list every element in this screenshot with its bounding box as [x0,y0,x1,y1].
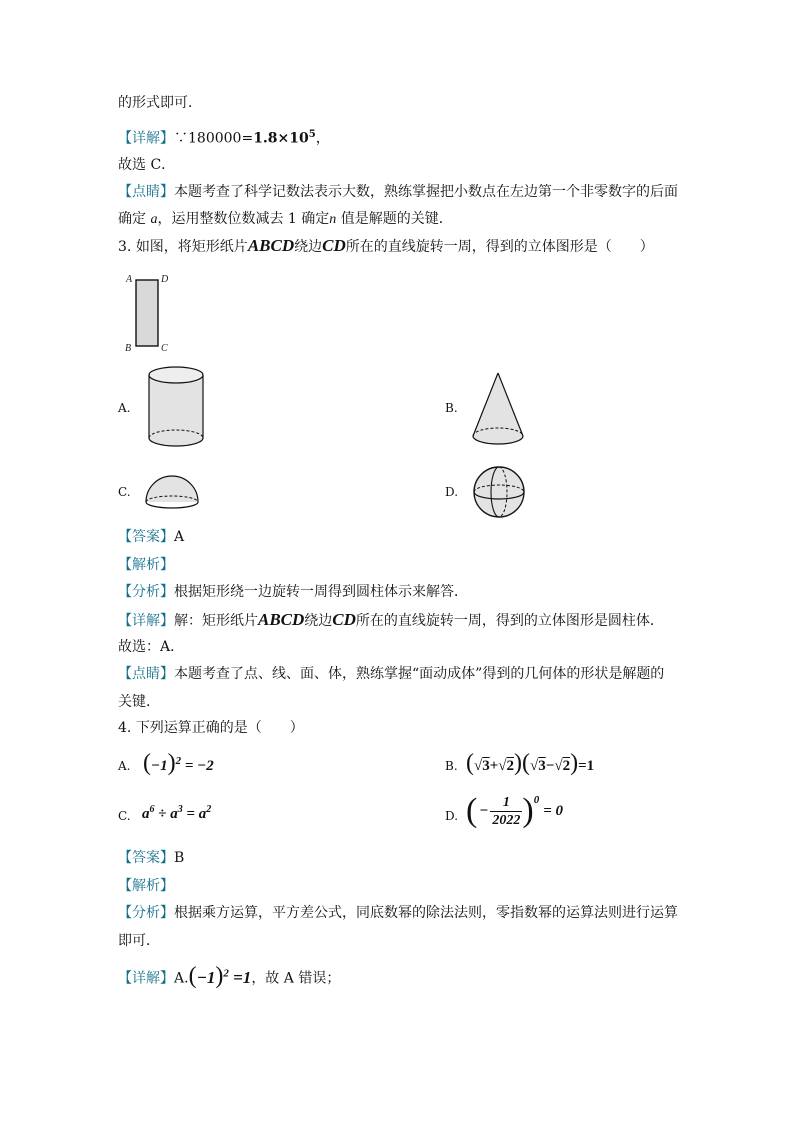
sqrt-symbol: √ [498,758,507,774]
paren: ) [167,750,176,776]
detail-expr [188,962,252,989]
comment-tag: 【点睛】 [118,184,174,200]
option-b-label[interactable]: B. [445,401,458,415]
math-cd: CD [332,610,356,629]
question-number: 4. [118,720,132,736]
comment-text: ，运用整数位数减去 1 确定 [157,211,330,227]
q4-fenxi-line-2: 即可． [118,933,160,949]
paren: ( [522,750,531,776]
answer-tag: 【答案】 [118,529,174,545]
q3-detail-line [118,610,664,631]
text-line: 的形式即可． [118,95,202,111]
sqrt-symbol: √ [554,758,563,774]
comment-line-2 [118,209,453,230]
q3-choose-line: 故选：A． [118,639,185,655]
rhs: = 0 [543,802,564,819]
hemisphere-figure[interactable] [142,470,202,510]
answer-value: A [174,529,185,545]
q4-option-a-expr[interactable] [143,750,214,777]
detail-line [118,125,330,149]
math-abcd: ABCD [247,236,295,255]
question-number: 3. [118,239,132,255]
sqrt-symbol: √ [474,758,483,774]
paren: ( [188,962,197,989]
q4-option-c-label[interactable]: C. [118,809,131,823]
stem-text: 下列运算正确的是（ ） [135,720,304,736]
math-abcd: ABCD [258,610,305,629]
option-a-label[interactable]: A. [118,401,131,415]
detail-text: A. [174,970,189,987]
q3-comment-line [118,664,664,684]
cylinder-figure[interactable] [144,364,208,450]
q4-option-a-label[interactable]: A. [118,759,131,773]
operator: − [545,758,555,774]
stem-text: 如图，将矩形纸片 [135,239,248,255]
sqrt-symbol: √ [530,758,539,774]
q3-comment-line-2: 关键． [118,694,160,710]
paren: ( [143,750,151,776]
exponent: 0 [533,794,540,806]
q4-analysis-tag: 【解析】 [118,878,174,894]
rectangle-abcd [136,280,158,346]
fraction [490,794,522,829]
detail-text: 所在的直线旋转一周，得到的立体图形是圆柱体． [355,613,664,629]
math-cd: CD [322,236,346,255]
label-d: D [161,274,169,285]
q4-fenxi-line [118,903,678,923]
var-n: n [329,212,337,227]
comment-text: 本题考查了点、线、面、体，熟练掌握“面动成体”得到的几何体的形状是解题的 [174,666,665,682]
radicand: 3 [482,758,490,774]
operator: = [186,806,196,822]
sphere-figure[interactable] [470,463,530,521]
exponent: 2 [206,804,212,815]
exponent: 2 [175,755,182,767]
operator: ÷ [158,806,167,822]
q3-analysis-tag: 【解析】 [118,557,174,573]
sci-exponent: 5 [308,129,316,140]
paren: ) [514,750,523,776]
var-a: a [150,212,158,227]
rhs: =1 [233,967,252,987]
q4-option-d-label[interactable]: D. [445,809,459,823]
detail-tag: 【详解】 [118,130,174,147]
fenxi-tag: 【分析】 [118,905,174,921]
choose-line: 故选 C． [118,157,176,173]
operator: + [489,758,499,774]
q4-option-d-expr[interactable] [466,792,563,830]
answer-tag: 【答案】 [118,850,174,866]
radicand: 2 [506,758,515,774]
q3-fenxi-line [118,582,468,602]
comment-text: 值是解题的关键． [336,211,453,227]
q3-answer-line [118,527,184,547]
detail-text: 绕边 [304,613,333,629]
comment-tag: 【点睛】 [118,666,174,682]
paren: ( [466,792,478,829]
sci-mantissa: 1.8×10 [253,130,309,147]
detail-tail: ， [315,130,330,147]
q4-detail-line [118,963,340,989]
radicand: 3 [538,758,546,774]
stem-text: 所在的直线旋转一周，得到的立体图形是（ ） [345,239,654,255]
exponent: 6 [149,804,155,815]
radicand: 2 [562,758,571,774]
label-c: C [161,343,168,354]
question-4-stem [118,718,304,738]
fenxi-text: 根据矩形绕一边旋转一周得到圆柱体示来解答． [174,584,468,600]
q4-option-b-expr[interactable] [466,750,594,777]
q4-option-b-label[interactable]: B. [445,759,458,773]
detail-tag: 【详解】 [118,970,174,987]
detail-tag: 【详解】 [118,613,174,629]
paren: ) [570,750,579,776]
fenxi-text: 根据乘方运算，平方差公式，同底数幂的除法法则，零指数幂的运算法则进行运算 [174,905,678,921]
stem-text: 绕边 [294,239,323,255]
rhs: =1 [578,758,595,774]
exponent: 2 [223,967,229,979]
paren: ) [215,962,224,989]
base: a [142,806,150,822]
answer-value: B [174,850,185,866]
option-c-label[interactable]: C. [118,485,131,499]
q4-answer-line [118,848,184,868]
cone-figure[interactable] [466,370,530,450]
base: a [170,806,178,822]
operator: − [479,802,489,819]
detail-text: ∵180000= [174,130,254,147]
paren: ) [522,792,534,829]
label-b: B [125,343,132,354]
denominator: 2022 [492,812,521,828]
question-3-stem [118,236,654,257]
detail-text: ，故 A 错误； [251,970,341,987]
base: −1 [196,967,216,987]
exponent: 3 [177,804,183,815]
rectangle-figure [122,270,182,360]
numerator: 1 [502,794,510,810]
q4-option-c-expr[interactable] [142,804,211,823]
comment-text: 本题考查了科学记数法表示大数，熟练掌握把小数点在左边第一个非零数字的后面 [174,184,678,200]
option-d-label[interactable]: D. [445,485,459,499]
rhs: = −2 [184,758,214,774]
label-a: A [126,274,133,285]
comment-text: 确定 [118,211,151,227]
detail-text: 解：矩形纸片 [174,613,258,629]
base: a [198,806,207,822]
comment-line [118,182,678,202]
paren: ( [466,750,474,776]
base: −1 [151,758,168,774]
fenxi-tag: 【分析】 [118,584,174,600]
